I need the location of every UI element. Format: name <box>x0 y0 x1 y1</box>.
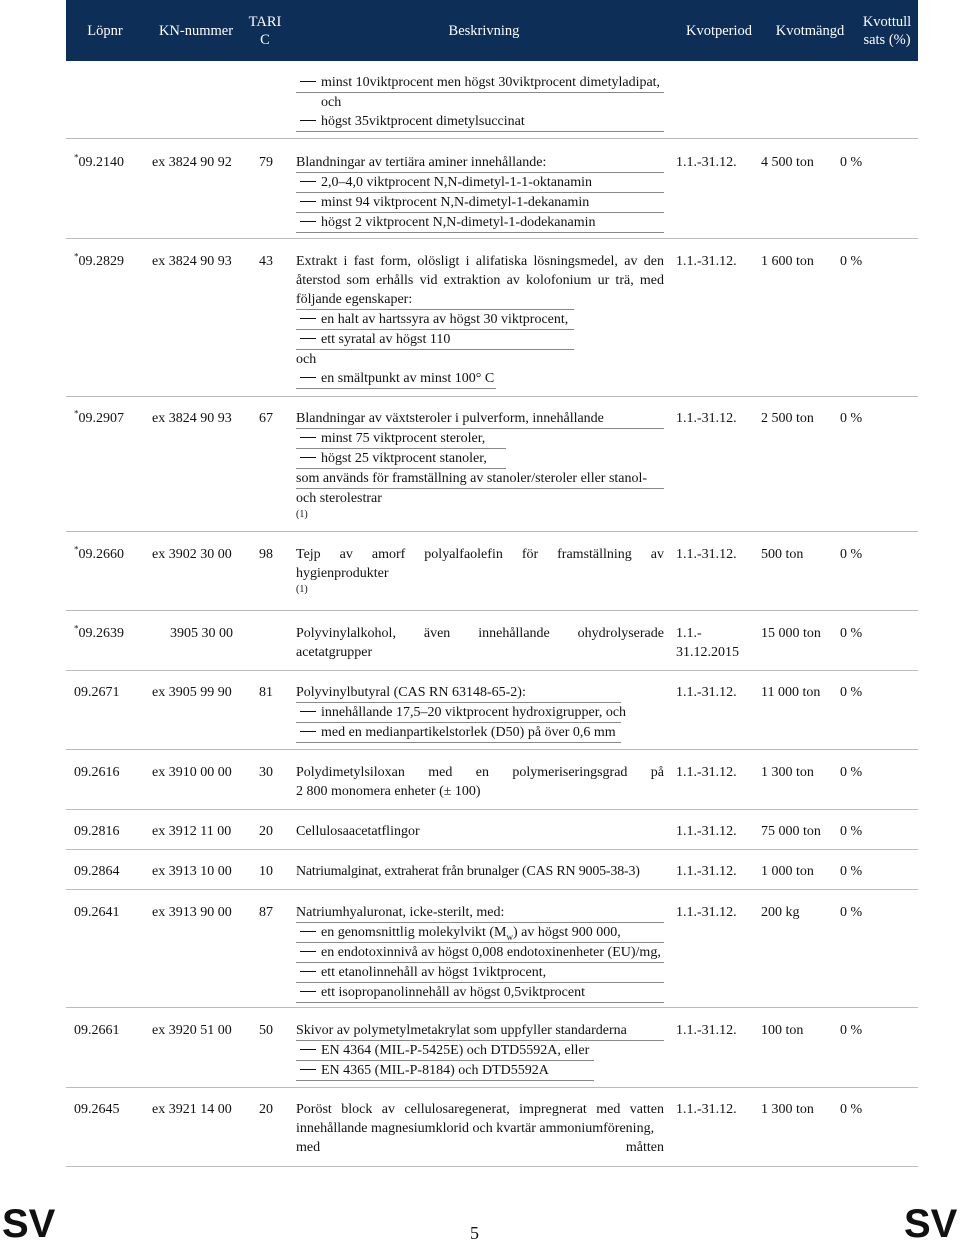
row-description <box>296 545 664 597</box>
header-kvotmangd: Kvotmängd <box>775 22 845 39</box>
row-amount: 1 600 ton <box>761 254 814 269</box>
row-rate: 0 % <box>840 905 863 920</box>
desc-item: EN 4364 (MIL-P-5425E) och DTD5592A, eller <box>296 1041 594 1061</box>
desc-item: högst 25 viktprocent stanoler, <box>296 449 506 469</box>
language-code-right: SV <box>904 1202 958 1246</box>
row-taric: 20 <box>259 824 273 839</box>
desc-line: Polydimetylsiloxan med en polymeriseringsgrad på <box>296 765 664 780</box>
page-number: 5 <box>470 1223 479 1243</box>
row-separator <box>66 531 918 532</box>
desc-item: en endotoxinnivå av högst 0,008 endotoxinenheter (EU)/mg, <box>296 943 664 963</box>
desc-line: Natriumalginat, extraherat från brunalger (CAS RN 9005-38-3) <box>296 864 640 879</box>
header-taric-line1: TARI <box>248 13 282 30</box>
desc-line: innehållande magnesiumklorid och kvartär ammoniumförening, <box>296 1121 655 1136</box>
row-rate: 0 % <box>840 864 863 879</box>
carryover-line: högst 35viktprocent dimetylsuccinat <box>296 112 664 132</box>
row-kn: ex 3913 10 00 <box>152 864 232 879</box>
dash-icon <box>300 971 316 972</box>
desc-item: 2,0–4,0 viktprocent N,N-dimetyl-1-1-oktanamin <box>296 173 664 193</box>
row-taric: 98 <box>259 547 273 562</box>
row-kn: ex 3912 11 00 <box>152 824 232 839</box>
row-period: 1.1.-31.12. <box>676 864 737 879</box>
desc-line: Cellulosaacetatflingor <box>296 824 420 839</box>
desc-item: innehållande 17,5–20 viktprocent hydroxigrupper, och <box>296 703 621 723</box>
footnote-marker: (1) <box>296 584 308 595</box>
desc-intro: Polyvinylbutyral (CAS RN 63148-65-2): <box>296 683 621 703</box>
row-separator <box>66 889 918 890</box>
row-taric: 81 <box>259 685 273 700</box>
star-marker: * <box>74 251 79 262</box>
row-kn: ex 3902 30 00 <box>152 547 232 562</box>
row-rate: 0 % <box>840 155 863 170</box>
row-kn: ex 3905 99 90 <box>152 685 232 700</box>
desc-och: och <box>296 352 317 367</box>
table-header <box>66 0 918 61</box>
row-description <box>296 862 668 881</box>
star-marker: * <box>74 544 79 555</box>
dash-icon <box>300 181 316 182</box>
row-description <box>296 409 664 522</box>
row-amount: 4 500 ton <box>761 155 814 170</box>
row-lopnr: *09.2660 <box>74 544 124 562</box>
desc-item: en halt av hartssyra av högst 30 viktprocent, <box>296 310 574 330</box>
dash-icon <box>300 991 316 992</box>
row-rate: 0 % <box>840 685 863 700</box>
row-description <box>296 624 664 662</box>
row-separator <box>66 670 918 671</box>
dash-icon <box>300 931 316 932</box>
row-separator <box>66 809 918 810</box>
row-kn: ex 3920 51 00 <box>152 1023 232 1038</box>
carryover-line: minst 10viktprocent men högst 30viktprocent dimetyladipat, <box>296 73 664 93</box>
row-separator <box>66 749 918 750</box>
desc-line: acetatgrupper <box>296 645 373 660</box>
desc-item: ett isopropanolinnehåll av högst 0,5viktprocent <box>296 983 664 1003</box>
dash-icon <box>300 731 316 732</box>
row-taric: 67 <box>259 411 273 426</box>
row-lopnr: 09.2864 <box>74 864 120 879</box>
row-amount: 500 ton <box>761 547 804 562</box>
dash-icon <box>300 221 316 222</box>
row-kn: ex 3824 90 93 <box>152 411 232 426</box>
row-amount: 1 000 ton <box>761 864 814 879</box>
row-separator <box>66 1007 918 1008</box>
header-taric-line2: C <box>260 31 270 48</box>
row-amount: 100 ton <box>761 1023 804 1038</box>
row-amount: 15 000 ton <box>761 626 821 641</box>
dash-icon <box>300 338 316 339</box>
row-rate: 0 % <box>840 1023 863 1038</box>
row-period: 1.1.-31.12. <box>676 905 737 920</box>
desc-intro-line: återstod som erhålls vid extraktion av kolofonium ur trä, med <box>296 273 664 288</box>
desc-line: hygienprodukter <box>296 566 389 581</box>
desc-line: Polyvinylalkohol, även innehållande ohydrolyserade <box>296 626 664 641</box>
row-description <box>296 683 664 743</box>
row-description <box>296 252 664 389</box>
header-kvottull-line1: Kvottull <box>862 13 912 30</box>
desc-line: Poröst block av cellulosaregenerat, impregnerat med vatten <box>296 1102 664 1117</box>
header-kvottull-line2: sats (%) <box>863 31 911 48</box>
row-rate: 0 % <box>840 547 863 562</box>
row-taric: 79 <box>259 155 273 170</box>
row-taric: 20 <box>259 1102 273 1117</box>
carryover-description <box>296 73 664 132</box>
row-period: 1.1.-31.12. <box>676 685 737 700</box>
star-marker: * <box>74 152 79 163</box>
header-kvottullsats <box>852 0 922 61</box>
row-lopnr: *09.2639 <box>74 623 124 641</box>
header-beskrivning: Beskrivning <box>448 22 520 39</box>
row-rate: 0 % <box>840 765 863 780</box>
header-kvotperiod: Kvotperiod <box>685 22 753 39</box>
row-period: 1.1.-31.12. <box>676 547 737 562</box>
row-description <box>296 763 664 801</box>
row-amount: 11 000 ton <box>761 685 821 700</box>
row-kn: ex 3913 90 00 <box>152 905 232 920</box>
row-lopnr: *09.2140 <box>74 152 124 170</box>
row-period: 1.1.-31.12. <box>676 254 737 269</box>
dash-icon <box>300 81 316 82</box>
row-period: 1.1.-31.12. <box>676 411 737 426</box>
row-description <box>296 1100 664 1157</box>
desc-intro-line: Extrakt i fast form, olösligt i alifatiska lösningsmedel, av den <box>296 254 664 269</box>
carryover-line: och <box>321 95 342 110</box>
row-kn: ex 3824 90 93 <box>152 254 232 269</box>
desc-tail-line: och sterolestrar <box>296 491 382 506</box>
row-rate: 0 % <box>840 411 863 426</box>
desc-item: med en medianpartikelstorlek (D50) på över 0,6 mm <box>296 723 621 743</box>
row-period: 1.1.-31.12. <box>676 155 737 170</box>
row-rate: 0 % <box>840 1102 863 1117</box>
row-period: 1.1.-31.12. <box>676 824 737 839</box>
row-amount: 1 300 ton <box>761 1102 814 1117</box>
row-taric: 50 <box>259 1023 273 1038</box>
row-lopnr: *09.2829 <box>74 251 124 269</box>
row-period-line2: 31.12.2015 <box>676 645 739 660</box>
row-separator <box>66 138 918 139</box>
header-lopnr: Löpnr <box>87 22 123 39</box>
row-lopnr: 09.2671 <box>74 685 120 700</box>
dash-icon <box>300 457 316 458</box>
desc-item: högst 2 viktprocent N,N-dimetyl-1-dodekanamin <box>296 213 664 233</box>
row-taric: 10 <box>259 864 273 879</box>
dash-icon <box>300 711 316 712</box>
row-kn: ex 3824 90 92 <box>152 155 232 170</box>
row-description <box>296 822 664 841</box>
row-amount: 200 kg <box>761 905 800 920</box>
dash-icon <box>300 120 316 121</box>
desc-item: ett syratal av högst 110 <box>296 330 574 350</box>
row-separator <box>66 396 918 397</box>
dash-icon <box>300 377 316 378</box>
row-separator <box>66 238 918 239</box>
dash-icon <box>300 1069 316 1070</box>
header-kn-nummer: KN-nummer <box>158 22 234 39</box>
dash-icon <box>300 1049 316 1050</box>
dash-icon <box>300 951 316 952</box>
desc-tail-line: som används för framställning av stanoler/steroler eller stanol- <box>296 469 664 489</box>
row-kn: ex 3921 14 00 <box>152 1102 232 1117</box>
row-lopnr: 09.2641 <box>74 905 120 920</box>
language-code-left: SV <box>2 1202 56 1246</box>
row-lopnr: 09.2616 <box>74 765 120 780</box>
row-lopnr: 09.2645 <box>74 1102 120 1117</box>
row-lopnr: 09.2661 <box>74 1023 120 1038</box>
row-description <box>296 1021 664 1081</box>
star-marker: * <box>74 623 79 634</box>
row-kn: ex 3910 00 00 <box>152 765 232 780</box>
row-period: 1.1.-31.12. <box>676 765 737 780</box>
desc-item: minst 75 viktprocent steroler, <box>296 429 506 449</box>
row-taric: 87 <box>259 905 273 920</box>
row-lopnr: 09.2816 <box>74 824 120 839</box>
desc-line: 2 800 monomera enheter (± 100) <box>296 784 481 799</box>
row-taric: 43 <box>259 254 273 269</box>
desc-intro: Skivor av polymetylmetakrylat som uppfyller standarderna <box>296 1021 664 1041</box>
row-amount: 1 300 ton <box>761 765 814 780</box>
row-period: 1.1.-31.12. <box>676 1102 737 1117</box>
row-separator <box>66 1166 918 1167</box>
desc-intro-line: följande egenskaper: <box>296 290 574 310</box>
row-separator <box>66 610 918 611</box>
row-rate: 0 % <box>840 626 863 641</box>
desc-line: Tejp av amorf polyalfaolefin för framställning av <box>296 547 664 562</box>
row-period: 1.1.-31.12. <box>676 1023 737 1038</box>
row-lopnr: *09.2907 <box>74 408 124 426</box>
dash-icon <box>300 201 316 202</box>
desc-item: ett etanolinnehåll av högst 1viktprocent, <box>296 963 664 983</box>
row-description <box>296 903 664 1003</box>
desc-item: EN 4365 (MIL-P-8184) och DTD5592A <box>296 1061 594 1081</box>
desc-item: en genomsnittlig molekylvikt $(M_w)$ av högst 900 000, <box>296 923 664 943</box>
header-taric <box>242 0 288 61</box>
row-separator <box>66 1087 918 1088</box>
row-period-line1: 1.1.- <box>676 626 702 641</box>
row-rate: 0 % <box>840 254 863 269</box>
star-marker: * <box>74 408 79 419</box>
desc-intro: Blandningar av tertiära aminer innehållande: <box>296 153 664 173</box>
row-description <box>296 153 664 233</box>
row-taric: 30 <box>259 765 273 780</box>
desc-line: med måtten <box>296 1140 664 1155</box>
desc-item: minst 94 viktprocent N,N-dimetyl-1-dekanamin <box>296 193 664 213</box>
dash-icon <box>300 318 316 319</box>
row-rate: 0 % <box>840 824 863 839</box>
desc-intro: Blandningar av växtsteroler i pulverform, innehållande <box>296 409 664 429</box>
footnote-marker: (1) <box>296 509 308 520</box>
dash-icon <box>300 437 316 438</box>
row-kn: 3905 30 00 <box>170 626 233 641</box>
desc-intro: Natriumhyaluronat, icke-sterilt, med: <box>296 903 664 923</box>
desc-item: en smältpunkt av minst 100° C <box>296 369 496 389</box>
row-separator <box>66 849 918 850</box>
row-amount: 75 000 ton <box>761 824 821 839</box>
row-amount: 2 500 ton <box>761 411 814 426</box>
